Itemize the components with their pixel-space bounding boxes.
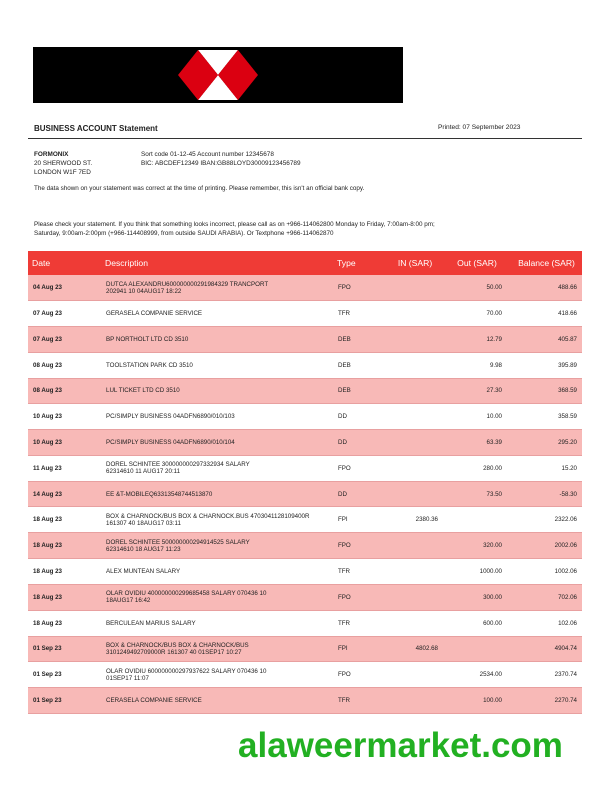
tx-date: 10 Aug 23 — [28, 430, 101, 456]
tx-date: 01 Sep 23 — [28, 688, 101, 714]
tx-date: 10 Aug 23 — [28, 404, 101, 430]
tx-description — [101, 352, 333, 378]
tx-description-line-1: ALEX MUNTEAN SALARY — [106, 568, 181, 576]
table-row — [28, 610, 582, 636]
tx-description-line-2: 18AUG17 16:42 — [106, 597, 151, 605]
tx-date: 04 Aug 23 — [28, 275, 101, 301]
transactions-body — [28, 275, 582, 713]
tx-type: FPO — [333, 275, 383, 301]
table-row — [28, 481, 582, 507]
tx-in — [383, 430, 443, 456]
watermark-text: alaweermarket.com — [238, 726, 563, 765]
tx-out: 2534.00 — [443, 662, 507, 688]
tx-type: DEB — [333, 352, 383, 378]
tx-out: 300.00 — [443, 585, 507, 611]
tx-balance: 2322.06 — [507, 507, 582, 533]
tx-description-line-2: 01SEP17 11:07 — [106, 674, 149, 682]
tx-date: 18 Aug 23 — [28, 585, 101, 611]
tx-description — [101, 455, 333, 481]
tx-description-line-1: OLAR OVIDIU 400000000299685458 SALARY 070436 10 — [106, 590, 267, 598]
tx-out: 27.30 — [443, 378, 507, 404]
tx-description — [101, 507, 333, 533]
tx-description — [101, 481, 333, 507]
tx-date: 07 Aug 23 — [28, 327, 101, 353]
transactions-table — [28, 251, 582, 714]
tx-date: 01 Sep 23 — [28, 662, 101, 688]
tx-type: FPO — [333, 533, 383, 559]
table-row — [28, 430, 582, 456]
tx-description — [101, 688, 333, 714]
tx-balance: 2270.74 — [507, 688, 582, 714]
tx-description-line-1: BP NORTHOLT LTD CD 3510 — [106, 335, 189, 343]
tx-type: FPO — [333, 585, 383, 611]
tx-description-line-1: BOX & CHARNOCK/BUS BOX & CHARNOCK/BUS — [106, 641, 249, 649]
col-description: Description — [101, 251, 333, 275]
tx-in — [383, 301, 443, 327]
tx-out — [443, 636, 507, 662]
table-row — [28, 301, 582, 327]
tx-description-line-1: GERASELA COMPANIE SERVICE — [106, 310, 203, 318]
bank-logo-icon — [178, 50, 258, 100]
tx-type: DD — [333, 481, 383, 507]
tx-in — [383, 585, 443, 611]
tx-out: 320.00 — [443, 533, 507, 559]
tx-out: 10.00 — [443, 404, 507, 430]
tx-description-line-1: OLAR OVIDIU 600000000297937622 SALARY 070436 10 — [106, 667, 267, 675]
statement-title: BUSINESS ACCOUNT Statement — [34, 124, 158, 133]
tx-out: 600.00 — [443, 610, 507, 636]
tx-description-line-2: 161307 40 18AUG17 03:11 — [106, 519, 181, 527]
bank-banner — [33, 47, 403, 103]
table-row — [28, 688, 582, 714]
tx-balance: 368.59 — [507, 378, 582, 404]
tx-description-line-2: 62314610 11 AUG17 20:11 — [106, 468, 181, 476]
tx-type: FPI — [333, 636, 383, 662]
tx-balance: 488.66 — [507, 275, 582, 301]
tx-balance: 4904.74 — [507, 636, 582, 662]
tx-balance: 295.20 — [507, 430, 582, 456]
tx-in — [383, 327, 443, 353]
tx-description-line-1: CERASELA COMPANIE SERVICE — [106, 697, 202, 705]
tx-type: TFR — [333, 301, 383, 327]
tx-description-line-2: 202941 10 04AUG17 18:22 — [106, 287, 182, 295]
tx-description — [101, 301, 333, 327]
tx-type: DEB — [333, 378, 383, 404]
tx-balance: 405.87 — [507, 327, 582, 353]
header-divider — [28, 138, 582, 139]
disclaimer-text: The data shown on your statement was correct at the time of printing. Please remember, this isn't an official bank copy. — [34, 185, 365, 192]
tx-description — [101, 533, 333, 559]
table-row — [28, 455, 582, 481]
tx-out: 1000.00 — [443, 559, 507, 585]
table-row — [28, 327, 582, 353]
tx-description-line-1: PC/SIMPLY BUSINESS 04ADFN6890/010/103 — [106, 413, 235, 421]
tx-out: 73.50 — [443, 481, 507, 507]
tx-in: 4802.68 — [383, 636, 443, 662]
tx-date: 18 Aug 23 — [28, 559, 101, 585]
table-row — [28, 378, 582, 404]
table-row — [28, 533, 582, 559]
tx-type: FPO — [333, 662, 383, 688]
tx-date: 14 Aug 23 — [28, 481, 101, 507]
tx-in — [383, 352, 443, 378]
tx-description — [101, 636, 333, 662]
tx-in — [383, 533, 443, 559]
table-row — [28, 507, 582, 533]
tx-in — [383, 481, 443, 507]
tx-type: DD — [333, 404, 383, 430]
contact-text: Please check your statement. If you think that something looks incorrect, please call as on +966-114062800 Monday to Friday, 7:00am-8:00 pm; Saturday, 9:00am-2:00pm (+966-114408999, from outside SAUDI ARABIA). Or Textphone +966-114062870 — [34, 221, 435, 237]
tx-description — [101, 585, 333, 611]
tx-in — [383, 455, 443, 481]
table-row — [28, 559, 582, 585]
tx-description-line-1: EE &T-MOBILEQ63313548744513870 — [106, 490, 213, 498]
col-out: Out (SAR) — [443, 251, 507, 275]
tx-description-line-1: PC/SIMPLY BUSINESS 04ADFN6890/010/104 — [106, 439, 235, 447]
tx-description — [101, 430, 333, 456]
tx-type: TFR — [333, 559, 383, 585]
tx-type: DEB — [333, 327, 383, 353]
tx-description — [101, 662, 333, 688]
tx-description — [101, 404, 333, 430]
tx-date: 01 Sep 23 — [28, 636, 101, 662]
tx-description-line-2: 62314610 18 AUG17 11:23 — [106, 545, 181, 553]
col-type: Type — [333, 251, 383, 275]
tx-out: 70.00 — [443, 301, 507, 327]
tx-date: 18 Aug 23 — [28, 610, 101, 636]
tx-balance: 102.06 — [507, 610, 582, 636]
company-address — [34, 150, 92, 177]
tx-type: FPO — [333, 455, 383, 481]
tx-in — [383, 688, 443, 714]
tx-balance: -58.30 — [507, 481, 582, 507]
table-row — [28, 404, 582, 430]
table-row — [28, 662, 582, 688]
tx-balance: 358.59 — [507, 404, 582, 430]
tx-balance: 1002.06 — [507, 559, 582, 585]
tx-description — [101, 275, 333, 301]
tx-balance: 15.20 — [507, 455, 582, 481]
printed-date: Printed: 07 September 2023 — [438, 124, 521, 131]
tx-date: 07 Aug 23 — [28, 301, 101, 327]
table-row — [28, 352, 582, 378]
tx-out — [443, 507, 507, 533]
tx-out: 12.79 — [443, 327, 507, 353]
table-row — [28, 275, 582, 301]
tx-out: 100.00 — [443, 688, 507, 714]
tx-type: FPI — [333, 507, 383, 533]
tx-description-line-2: 3101249492709000R 161307 40 01SEP17 10:27 — [106, 648, 242, 656]
tx-description — [101, 378, 333, 404]
tx-description-line-1: TOOLSTATION PARK CD 3510 — [106, 361, 193, 369]
tx-in: 2380.36 — [383, 507, 443, 533]
tx-out: 63.39 — [443, 430, 507, 456]
col-date: Date — [28, 251, 101, 275]
address-line-2: LONDON W1F 7ED — [34, 169, 91, 176]
account-details — [141, 150, 301, 168]
tx-description — [101, 559, 333, 585]
tx-description-line-1: DUTCA ALEXANDRU600000000291984329 TRANCPORT — [106, 280, 269, 288]
tx-in — [383, 378, 443, 404]
tx-description-line-1: BERCULEAN MARIUS SALARY — [106, 619, 196, 627]
tx-date: 18 Aug 23 — [28, 507, 101, 533]
table-header-row — [28, 251, 582, 275]
table-row — [28, 636, 582, 662]
tx-date: 08 Aug 23 — [28, 378, 101, 404]
tx-description-line-1: BOX & CHARNOCK/BUS BOX & CHARNOCK.BUS 4703041128109400R — [106, 512, 310, 520]
tx-description — [101, 610, 333, 636]
company-name: FORMONIX — [34, 151, 69, 158]
tx-balance: 702.06 — [507, 585, 582, 611]
tx-description-line-1: LUL TICKET LTD CD 3510 — [106, 387, 180, 395]
tx-description-line-1: DOREL SCHINTEE 500000000294914525 SALARY — [106, 538, 250, 546]
tx-balance: 2002.06 — [507, 533, 582, 559]
tx-in — [383, 559, 443, 585]
sort-code-line: Sort code 01-12-45 Account number 12345678 — [141, 151, 274, 158]
tx-date: 08 Aug 23 — [28, 352, 101, 378]
tx-in — [383, 404, 443, 430]
tx-date: 11 Aug 23 — [28, 455, 101, 481]
tx-in — [383, 662, 443, 688]
tx-type: TFR — [333, 688, 383, 714]
tx-description-line-1: DOREL SCHINTEE 300000000297332934 SALARY — [106, 461, 250, 469]
tx-description — [101, 327, 333, 353]
tx-type: TFR — [333, 610, 383, 636]
tx-balance: 395.89 — [507, 352, 582, 378]
tx-in — [383, 610, 443, 636]
table-row — [28, 585, 582, 611]
bic-iban-line: BIC: ABCDEF12349 IBAN:GB88LOYD30009123456789 — [141, 160, 301, 167]
tx-in — [383, 275, 443, 301]
address-line-1: 20 SHERWOOD ST. — [34, 160, 93, 167]
tx-out: 9.98 — [443, 352, 507, 378]
tx-balance: 2370.74 — [507, 662, 582, 688]
tx-out: 280.00 — [443, 455, 507, 481]
tx-out: 50.00 — [443, 275, 507, 301]
tx-date: 18 Aug 23 — [28, 533, 101, 559]
tx-type: DD — [333, 430, 383, 456]
col-balance: Balance (SAR) — [507, 251, 582, 275]
tx-balance: 418.66 — [507, 301, 582, 327]
col-in: IN (SAR) — [383, 251, 443, 275]
